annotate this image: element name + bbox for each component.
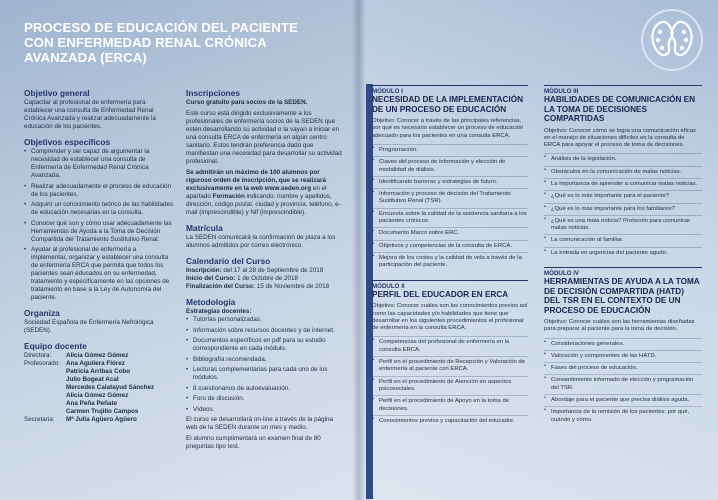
inscripciones-bold: Se admitirán un máximo de 100 alumnos por riguroso orden de inscripción, que se realizará exclusivamente en la web www.seden.org (186, 169, 326, 192)
metodologia-list (186, 316, 346, 414)
calendario-row (186, 283, 346, 291)
directora-row (24, 352, 174, 360)
calendario-value: del 17 al 28 de Septiembre de 2018 (221, 267, 324, 274)
module-items (372, 336, 528, 425)
directora-name: Alicia Gómez Gómez (66, 352, 129, 359)
inscripciones-lead: Curso gratuito para socios de la SEDEN. (186, 99, 308, 106)
page-fold (352, 0, 366, 500)
list-item: • Competencias del profesional de enfermería en la consulta ERCA. (372, 336, 528, 354)
teacher-name: Ana Aguilera Flórez (66, 360, 125, 367)
teacher-name: Ana Peña Peñate (66, 400, 118, 407)
teacher-name: Alicia Gómez Gómez (66, 392, 129, 399)
organiza-heading: Organiza (24, 308, 60, 318)
list-item: • Lecturas complementarias para cada uno de los módulos. (186, 366, 346, 382)
list-item: • Encuesta sobre la calidad de la asistencia sanitaria a los pacientes crónicos. (372, 208, 528, 226)
list-item: • Consideraciones generales. (544, 338, 702, 348)
list-item: • La comunicación al familiar. (544, 234, 702, 244)
module-objective: Objetivo: Conocer cuáles son los conocimientos previos así como las capacidades y/o habilidades que tiene que desarrollar en los siguientes procedimientos el profesional de enfermería en la consulta ERCA. (372, 303, 528, 332)
list-item: • Información sobre recursos docentes y de internet. (186, 327, 346, 335)
list-item: • ¿Qué es una mala noticia? Protocolo para comunicar malas noticias. (544, 215, 702, 233)
calendario-row (186, 267, 346, 275)
list-item: • Adquirir un conocimiento teórico de las habilidades de educación necesarias en la consulta. (24, 201, 174, 217)
list-item: • Fases del proceso de educación. (544, 362, 702, 372)
module-1 (372, 85, 528, 270)
matricula-text: La SEDEN comunicará la confirmación de plaza a los alumnos admitidos por correo electrónico. (186, 234, 336, 249)
teacher-name: Carmen Trujillo Campos (66, 408, 139, 415)
calendario-label: Inscripción: (186, 267, 222, 274)
teacher-name: Mercedes Calatayud Sánchez (66, 384, 155, 391)
teacher-name: Patricia Arribas Cobo (66, 368, 131, 375)
list-item: • Información y proceso de decisión del Tratamiento Sustitutivo Renal (TSR). (372, 188, 528, 206)
metodologia-heading: Metodología (186, 297, 236, 307)
module-items (372, 144, 528, 270)
calendario-label: Inicio del Curso: (186, 275, 236, 282)
page-title: PROCESO DE EDUCACIÓN DEL PACIENTE CON ENFERMEDAD RENAL CRÓNICA AVANZADA (ERCA) (24, 20, 298, 65)
list-item: • Perfil en el procedimiento de Recepción y Valoración de enfermería al paciente con ERCA. (372, 356, 528, 374)
list-item: • La entrada en urgencias del paciente agudo. (544, 247, 702, 257)
inscripciones-bold-tail: en el apartado (186, 185, 327, 200)
list-item: • Tutorías personalizadas. (186, 316, 346, 324)
inscripciones-text: Este curso está dirigido exclusivamente a los profesionales de enfermería socios de la SEDEN que estén desarrollando su actividad o la vayan a iniciar en una consulta ERCA de enfermería en algún centro sanitario. Estos tendrán preferencia dado que manifiestan una necesidad para desarrollar su actividad profesional. (186, 110, 342, 165)
objetivos-especificos-list (24, 148, 174, 302)
teacher-name: Julio Bogeat Acal (66, 376, 119, 383)
list-item: • Análisis de la legislación. (544, 153, 702, 163)
metodologia-sub: Estrategias docentes: (186, 308, 252, 315)
list-item: • Consentimiento informado de elección y programación del TSR. (544, 374, 702, 392)
list-item: • Claves del proceso de información y elección de modalidad de diálisis. (372, 156, 528, 174)
list-item: • Perfil en el procedimiento de Atención en aspectos psicosociales. (372, 376, 528, 394)
modules-area (372, 85, 702, 495)
profesorado-list (66, 360, 154, 416)
module-3 (544, 85, 702, 257)
modules-column-1 (372, 85, 528, 435)
list-item: • Perfil en el procedimiento de Apoyo en la toma de decisiones. (372, 395, 528, 413)
calendario-value: 1 de Octubre de 2018 (235, 275, 299, 282)
middle-column (186, 88, 346, 454)
list-item: • Bibliografía recomendada. (186, 356, 346, 364)
metodologia-text-2: El alumno cumplimentará un examen final de 80 preguntas tipo test. (186, 435, 321, 450)
inscripciones-rules (186, 169, 346, 217)
modules-column-2 (544, 85, 702, 434)
list-item: • Documentos específicos en pdf para su estudio correspondiente en cada módulo. (186, 337, 346, 353)
list-item: • Obstáculos en la comunicación de malas noticias. (544, 166, 702, 176)
list-item: • Valoración y componentes de las HATD. (544, 350, 702, 360)
module-title: HABILIDADES DE COMUNICACIÓN EN LA TOMA DE DECISIONES COMPARTIDAS (544, 95, 696, 124)
profesorado-role: Profesorado: (24, 360, 61, 367)
module-objective: Objetivo: Conocer cuáles son las herramientas diseñadas para preparar al paciente para la toma de decisión. (544, 319, 695, 333)
list-item: • Ayudar al profesional de enfermería a implementar, organizar y establecer una consulta de enfermería ERCA que permita que todos los pacientes sean educados en su enfermedad, tratamiento y específicamente en las opciones de tratamiento en base a la Ley de Autonomía del paciente. (24, 246, 174, 302)
module-items (544, 338, 702, 424)
module-objective: Objetivo: Conocer a través de las principales referencias, por qué es necesario establecer un proceso de educación adecuado para los pacientes en una consulta ERCA. (372, 118, 524, 139)
list-item: • ¿Qué es lo más importante para los familiares? (544, 203, 702, 213)
inscripciones-heading: Inscripciones (186, 88, 240, 98)
organiza-text: Sociedad Española de Enfermería Nefrológica (SEDEN). (24, 319, 154, 334)
matricula-heading: Matrícula (186, 223, 223, 233)
list-item: • Objetivos y competencias de la consulta de ERCA. (372, 240, 528, 250)
list-item: • Realizar adecuadamente el proceso de educación de los pacientes. (24, 183, 174, 199)
list-item: • La importancia de aprender a comunicar malas noticias. (544, 178, 702, 188)
secretaria-name: Mª Julia Agüero Agüero (66, 416, 137, 423)
module-objective: Objetivo: Conocer cómo se logra una comunicación eficaz en el manejo de situaciones difíciles en la consulta de ERCA para apoyar el proceso de toma de decisiones. (544, 127, 696, 149)
objetivos-especificos-heading: Objetivos específicos (24, 137, 111, 147)
list-item: • ¿Qué es lo más importante para el paciente? (544, 190, 702, 200)
list-item: • Vídeos. (186, 406, 346, 414)
module-label: MÓDULO III (544, 85, 702, 95)
module-label: MÓDULO I (372, 85, 528, 95)
module-label: MÓDULO II (372, 280, 528, 290)
profesorado-row (24, 360, 174, 416)
kidney-logo-icon (640, 8, 704, 72)
list-item: • Comprender y ser capaz de argumentar la necesidad de establecer una consulta de Enfermería de Enfermedad Renal Crónica Avanzada. (24, 148, 174, 180)
module-items (544, 153, 702, 257)
list-item: • Foro de discusión. (186, 395, 346, 403)
module-2 (372, 280, 528, 426)
list-item: • Identificando barreras y estrategias de futuro. (372, 176, 528, 186)
module-4 (544, 267, 702, 424)
calendario-row (186, 275, 346, 283)
directora-role: Directora: (24, 352, 52, 359)
calendario-value: 15 de Noviembre de 2018 (254, 283, 330, 290)
list-item: • Importancia de la remisión de los pacientes: por qué, cuándo y cómo. (544, 406, 702, 424)
calendario-heading: Calendario del Curso (186, 256, 271, 266)
calendario-label: Finalización del Curso: (186, 283, 255, 290)
module-title: PERFIL DEL EDUCADOR EN ERCA (372, 289, 509, 299)
list-item: • Conocer qué son y cómo usar adecuadamente las Herramientas de Ayuda a la Toma de Decisión Compartida del Tratamiento Sustitutivo Renal. (24, 220, 174, 244)
formacion-label: Formación (212, 193, 245, 200)
equipo-docente-heading: Equipo docente (24, 341, 87, 351)
objetivo-general-heading: Objetivo general (24, 88, 90, 98)
list-item: • 8 cuestionarios de autoevaluación. (186, 385, 346, 393)
list-item: • Conocimientos previos y capacitación del educador. (372, 415, 528, 425)
objetivo-general-text: Capacitar al profesional de enfermería para establecer una consulta de Enfermedad Renal Crónica Avanzada y realizar adecuadamente la educación de los pacientes. (24, 99, 156, 130)
module-title: HERRAMIENTAS DE AYUDA A LA TOMA DE DECISIÓN COMPARTIDA (HATD) DEL TSR EN EL CONTEXTO DE UN PROCESO DE EDUCACIÓN (544, 277, 700, 315)
list-item: • Prograrnación. (372, 144, 528, 154)
left-column (24, 88, 174, 424)
list-item: • Documento Marco sobre ERC. (372, 227, 528, 237)
module-label: MÓDULO IV (544, 267, 702, 277)
list-item: • Abordaje para el paciente que precisa diálisis aguda. (544, 394, 702, 404)
secretaria-role: Secretaria: (24, 416, 55, 423)
secretaria-row (24, 416, 174, 424)
module-title: NECESIDAD DE LA IMPLEMENTACIÓN DE UN PROCESO DE EDUCACIÓN (372, 95, 524, 114)
formacion-text: indicando: nombre y apellidos, dirección, código postal, ciudad y provincia, teléfono, e-mail (imprescindible) y Nif (imprescindible). (186, 193, 341, 216)
metodologia-text-1: El curso se desarrollará on-line a través de la página web de la SEDEN durante un mes y medio. (186, 416, 334, 431)
list-item: • Mejora de los costes y la calidad de vida a través de la participación del paciente. (372, 252, 528, 270)
